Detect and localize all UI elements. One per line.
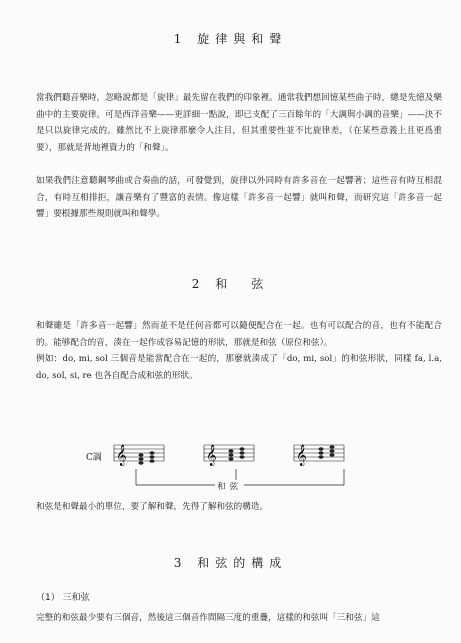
section-2-heading: 2 和 弦	[191, 277, 270, 291]
section-2-paragraph-2: 例如：do, mi, sol 三個音是能當配合在一起的，那麼就湊成了「do, mi, sol」的和弦形狀，同樣 fa, l.a, do, sol, si, re 也各自配合成和弦的形狀。	[36, 354, 442, 381]
section-3-subheading: （1） 三和弦	[36, 593, 90, 603]
section-2-paragraph-1: 和聲雖是「許多音一起響」然而並不是任何音都可以隨便配合在一起。也有可以配合的音，也有不能配合的。能够配合的音，湊在一起作成容易記憶的形狀，那就是和弦（原位和弦）。	[36, 321, 442, 348]
section-1-paragraph-2: 如果我們注意聽鋼琴曲或合奏曲的話，可發覺到，旋律以外同時有許多音在一起響著；這些音有時互相混合，有時互相排拒，讓音樂有了豐富的表情。像這樣「許多音一起響」就叫和聲，而研究這「許多音一起響」要根據那些規則就叫和聲學。	[36, 176, 442, 219]
treble-clef-1: 𝄞	[116, 445, 127, 466]
section-2-paragraph-3: 和弦是和聲最小的單位，要了解和聲，先得了解和弦的構造。	[36, 502, 269, 512]
section-1-paragraph-1: 當我們聽音樂時，忽略說都是「旋律」最先留在我們的印象裡。通常我們想回憶某些曲子時，總是先憶及樂曲中的主要旋律。可是西洋音樂——更詳細一點說，即已支配了三百餘年的「大調與小調的音樂」——決不是只以旋律完成的。雖然比不上旋律那麼令人注目，但其重要性並不比旋律差，（在某些意義上且更爲重要），那就是背地裡資力的「和聲」。	[36, 93, 442, 153]
treble-clef-2: 𝄞	[206, 445, 217, 466]
section-3-paragraph-1: 完整的和弦最少要有三個音，然後這三個音作間隔三度的重疊，這樣的和弦叫「三和弦」這	[36, 613, 380, 623]
treble-clef-3: 𝄞	[296, 445, 307, 466]
key-label: C調	[86, 453, 102, 463]
section-3-heading: 3 和弦的構成	[173, 556, 288, 570]
section-1-heading: 1 旋律與和聲	[173, 32, 288, 46]
brace-label: 和弦	[217, 482, 243, 492]
chord-figure	[86, 435, 386, 495]
